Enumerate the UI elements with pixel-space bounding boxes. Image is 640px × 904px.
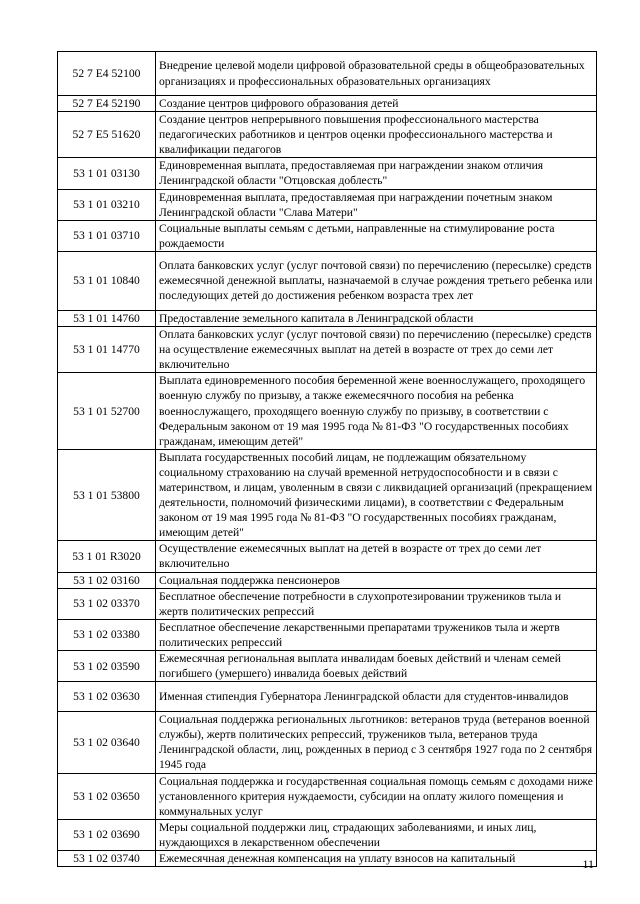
row-description: Осуществление ежемесячных выплат на детей в возрасте от трех до семи лет включительно bbox=[156, 541, 597, 572]
budget-classification-table bbox=[57, 51, 597, 867]
table-row bbox=[58, 682, 597, 712]
table-row bbox=[58, 588, 597, 619]
row-code: 53 1 02 03370 bbox=[58, 588, 156, 619]
page-number: 11 bbox=[582, 857, 594, 871]
row-description: Единовременная выплата, предоставляемая при награждении знаком отличия Ленинградской области "Отцовская доблесть" bbox=[156, 158, 597, 189]
table-body bbox=[58, 52, 597, 867]
row-description: Бесплатное обеспечение потребности в слухопротезировании тружеников тыла и жертв политических репрессий bbox=[156, 588, 597, 619]
row-description: Создание центров непрерывного повышения профессионального мастерства педагогических работников и центров оценки профессионального мастерства и квалификации педагогов bbox=[156, 112, 597, 158]
table-row bbox=[58, 712, 597, 773]
row-code: 53 1 01 52700 bbox=[58, 373, 156, 449]
row-code: 53 1 01 03130 bbox=[58, 158, 156, 189]
row-code: 52 7 E4 52190 bbox=[58, 96, 156, 112]
row-description: Внедрение целевой модели цифровой образовательной среды в общеобразовательных организациях и профессиональных образовательных организациях bbox=[156, 52, 597, 96]
row-code: 53 1 02 03650 bbox=[58, 773, 156, 819]
table-row bbox=[58, 310, 597, 326]
table-row bbox=[58, 651, 597, 682]
row-description: Социальная поддержка и государственная социальная помощь семьям с доходами ниже установленного критерия нуждаемости, субсидии на оплату жилого помещения и коммунальных услуг bbox=[156, 773, 597, 819]
row-code: 53 1 01 03710 bbox=[58, 220, 156, 251]
table-row bbox=[58, 112, 597, 158]
table-row bbox=[58, 52, 597, 96]
row-description: Оплата банковских услуг (услуг почтовой связи) по перечислению (пересылке) средств на осуществление ежемесячных выплат на детей в возрасте от трех до семи лет включительно bbox=[156, 327, 597, 373]
row-description: Бесплатное обеспечение лекарственными препаратами тружеников тыла и жертв политических репрессий bbox=[156, 619, 597, 650]
row-code: 53 1 02 03380 bbox=[58, 619, 156, 650]
table-row bbox=[58, 373, 597, 449]
table-row bbox=[58, 220, 597, 251]
row-description: Единовременная выплата, предоставляемая при награждении почетным знаком Ленинградской области "Слава Матери" bbox=[156, 189, 597, 220]
table-row bbox=[58, 851, 597, 867]
row-code: 53 1 02 03590 bbox=[58, 651, 156, 682]
row-code: 53 1 02 03640 bbox=[58, 712, 156, 773]
table-row bbox=[58, 189, 597, 220]
row-code: 53 1 02 03160 bbox=[58, 572, 156, 588]
table-row bbox=[58, 449, 597, 541]
row-description: Выплата единовременного пособия беременной жене военнослужащего, проходящего военную службу по призыву, а также ежемесячного пособия на ребенка военнослужащего, проходящего военную службу по призыву, в соответствии с Федеральным законом от 19 мая 1995 года № 81-ФЗ "О государственных пособиях гражданам, имеющим детей" bbox=[156, 373, 597, 449]
row-description: Социальная поддержка пенсионеров bbox=[156, 572, 597, 588]
row-code: 53 1 01 14770 bbox=[58, 327, 156, 373]
row-description: Предоставление земельного капитала в Ленинградской области bbox=[156, 310, 597, 326]
table-row bbox=[58, 96, 597, 112]
row-description: Ежемесячная денежная компенсация на уплату взносов на капитальный bbox=[156, 851, 597, 867]
table-row bbox=[58, 541, 597, 572]
row-description: Именная стипендия Губернатора Ленинградской области для студентов-инвалидов bbox=[156, 682, 597, 712]
table-row bbox=[58, 619, 597, 650]
row-description: Меры социальной поддержки лиц, страдающих заболеваниями, и иных лиц, нуждающихся в лекарственном обеспечении bbox=[156, 819, 597, 850]
row-code: 53 1 02 03690 bbox=[58, 819, 156, 850]
table-row bbox=[58, 327, 597, 373]
table-row bbox=[58, 158, 597, 189]
row-code: 53 1 01 10840 bbox=[58, 251, 156, 310]
table-row bbox=[58, 572, 597, 588]
row-description: Социальная поддержка региональных льготников: ветеранов труда (ветеранов военной службы), жертв политических репрессий, тружеников тыла, ветеранов труда Ленинградской области, лиц, рожденных в период с 3 сентября 1927 года по 2 сентября 1945 года bbox=[156, 712, 597, 773]
row-code: 53 1 02 03630 bbox=[58, 682, 156, 712]
table-row bbox=[58, 819, 597, 850]
table-row bbox=[58, 773, 597, 819]
table-row bbox=[58, 251, 597, 310]
row-description: Ежемесячная региональная выплата инвалидам боевых действий и членам семей погибшего (умершего) инвалида боевых действий bbox=[156, 651, 597, 682]
row-description: Социальные выплаты семьям с детьми, направленные на стимулирование роста рождаемости bbox=[156, 220, 597, 251]
row-description: Оплата банковских услуг (услуг почтовой связи) по перечислению (пересылке) средств ежемесячной денежной выплаты, назначаемой в случае рождения третьего ребенка или последующих детей до достижения ребенком возраста трех лет bbox=[156, 251, 597, 310]
row-code: 53 1 01 03210 bbox=[58, 189, 156, 220]
row-code: 53 1 02 03740 bbox=[58, 851, 156, 867]
row-code: 52 7 E4 52100 bbox=[58, 52, 156, 96]
row-code: 53 1 01 R3020 bbox=[58, 541, 156, 572]
row-description: Создание центров цифрового образования детей bbox=[156, 96, 597, 112]
row-code: 53 1 01 53800 bbox=[58, 449, 156, 541]
row-code: 53 1 01 14760 bbox=[58, 310, 156, 326]
row-description: Выплата государственных пособий лицам, не подлежащим обязательному социальному страхованию на случай временной нетрудоспособности и в связи с материнством, и лицам, уволенным в связи с ликвидацией организаций (прекращением деятельности, полномочий физическими лицами), в соответствии с Федеральным законом от 19 мая 1995 года № 81-ФЗ "О государственных пособиях гражданам, имеющим детей" bbox=[156, 449, 597, 541]
row-code: 52 7 E5 51620 bbox=[58, 112, 156, 158]
